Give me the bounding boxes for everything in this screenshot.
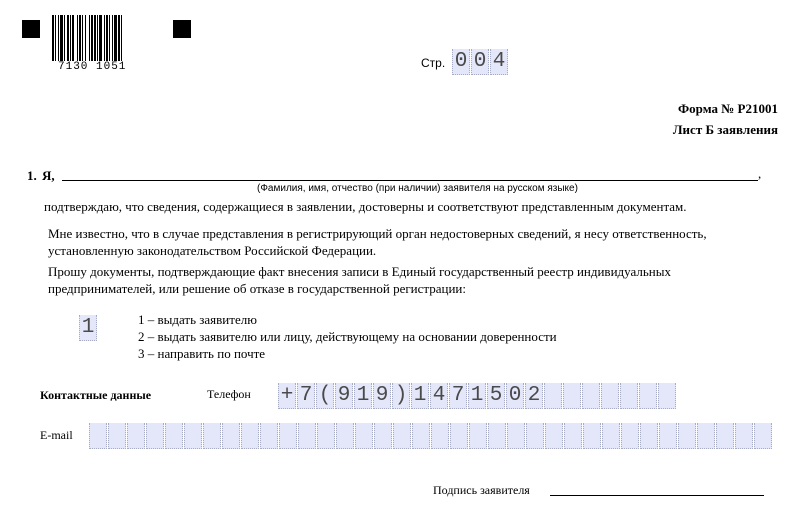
barcode-number: 7130 1051: [58, 61, 127, 73]
email-cell[interactable]: [317, 423, 335, 449]
signature-line[interactable]: [550, 495, 764, 496]
email-cell[interactable]: [602, 423, 620, 449]
phone-cell[interactable]: 7: [449, 383, 467, 409]
aware-text-line2: установленную законодательством Российской Федерации.: [48, 243, 377, 258]
confirm-text: подтверждаю, что сведения, содержащиеся в заявлении, достоверны и соответствуют представленным документам.: [44, 199, 687, 214]
email-cell[interactable]: [222, 423, 240, 449]
email-cell[interactable]: [260, 423, 278, 449]
phone-cell[interactable]: 7: [297, 383, 315, 409]
email-cell[interactable]: [184, 423, 202, 449]
page-number-field[interactable]: [452, 49, 509, 75]
aware-text-line1: Мне известно, что в случае представления в регистрирующий орган недостоверных сведений, я несу ответственность,: [48, 226, 707, 241]
i-label: Я,: [42, 168, 55, 183]
phone-cell[interactable]: [620, 383, 638, 409]
email-cell[interactable]: [678, 423, 696, 449]
delivery-option-2: 2 – выдать заявителю или лицу, действующему на основании доверенности: [138, 329, 557, 344]
phone-cell[interactable]: ): [392, 383, 410, 409]
email-cell[interactable]: [488, 423, 506, 449]
signature-label: Подпись заявителя: [433, 483, 530, 497]
form-title: Форма № Р21001: [678, 101, 778, 116]
email-cell[interactable]: [127, 423, 145, 449]
email-cell[interactable]: [203, 423, 221, 449]
email-cell[interactable]: [279, 423, 297, 449]
phone-label: Телефон: [207, 387, 251, 401]
email-cell[interactable]: [545, 423, 563, 449]
phone-cell[interactable]: 9: [373, 383, 391, 409]
phone-cell[interactable]: 1: [411, 383, 429, 409]
phone-cell[interactable]: (: [316, 383, 334, 409]
phone-cell[interactable]: 1: [354, 383, 372, 409]
delivery-option-field[interactable]: [79, 315, 98, 341]
email-cell[interactable]: [431, 423, 449, 449]
phone-cell[interactable]: [601, 383, 619, 409]
request-text-line2: предпринимателей, или решение об отказе в государственной регистрации:: [48, 281, 466, 296]
phone-cell[interactable]: 4: [430, 383, 448, 409]
email-cell[interactable]: [526, 423, 544, 449]
email-cell[interactable]: [583, 423, 601, 449]
phone-cell[interactable]: [544, 383, 562, 409]
phone-cell[interactable]: [582, 383, 600, 409]
phone-cell[interactable]: 2: [525, 383, 543, 409]
name-line[interactable]: [62, 180, 758, 181]
name-caption: (Фамилия, имя, отчество (при наличии) заявителя на русском языке): [257, 183, 578, 194]
phone-cell[interactable]: [658, 383, 676, 409]
phone-cell[interactable]: [639, 383, 657, 409]
delivery-option-3: 3 – направить по почте: [138, 346, 266, 361]
email-field[interactable]: [89, 423, 773, 449]
section-number: 1.: [27, 168, 37, 183]
email-cell[interactable]: [298, 423, 316, 449]
name-line-comma: ,: [758, 166, 762, 181]
email-cell[interactable]: [716, 423, 734, 449]
email-cell[interactable]: [165, 423, 183, 449]
phone-cell[interactable]: 5: [487, 383, 505, 409]
email-cell[interactable]: [336, 423, 354, 449]
email-cell[interactable]: [735, 423, 753, 449]
phone-cell[interactable]: 1: [468, 383, 486, 409]
delivery-option-cell[interactable]: 1: [79, 315, 97, 341]
phone-cell[interactable]: [563, 383, 581, 409]
email-cell[interactable]: [507, 423, 525, 449]
phone-cell[interactable]: +: [278, 383, 296, 409]
email-cell[interactable]: [108, 423, 126, 449]
email-cell[interactable]: [412, 423, 430, 449]
page-number-cell[interactable]: 0: [452, 49, 470, 75]
email-cell[interactable]: [374, 423, 392, 449]
form-subtitle: Лист Б заявления: [672, 122, 778, 137]
corner-marker-left: [22, 20, 40, 38]
email-cell[interactable]: [393, 423, 411, 449]
email-cell[interactable]: [469, 423, 487, 449]
phone-cell[interactable]: 0: [506, 383, 524, 409]
delivery-option-1: 1 – выдать заявителю: [138, 312, 257, 327]
email-cell[interactable]: [640, 423, 658, 449]
phone-field[interactable]: [278, 383, 677, 409]
email-cell[interactable]: [697, 423, 715, 449]
barcode-image: [52, 15, 160, 61]
email-cell[interactable]: [241, 423, 259, 449]
email-cell[interactable]: [146, 423, 164, 449]
email-label: E-mail: [40, 428, 73, 442]
email-cell[interactable]: [621, 423, 639, 449]
email-cell[interactable]: [754, 423, 772, 449]
request-text-line1: Прошу документы, подтверждающие факт внесения записи в Единый государственный реестр индивидуальных: [48, 264, 671, 279]
page-number-cell[interactable]: 0: [471, 49, 489, 75]
page-label: Стр.: [421, 56, 446, 70]
contacts-label: Контактные данные: [40, 388, 152, 402]
phone-cell[interactable]: 9: [335, 383, 353, 409]
email-cell[interactable]: [355, 423, 373, 449]
email-cell[interactable]: [564, 423, 582, 449]
email-cell[interactable]: [89, 423, 107, 449]
page-number-cell[interactable]: 4: [490, 49, 508, 75]
email-cell[interactable]: [659, 423, 677, 449]
corner-marker-right: [173, 20, 191, 38]
email-cell[interactable]: [450, 423, 468, 449]
